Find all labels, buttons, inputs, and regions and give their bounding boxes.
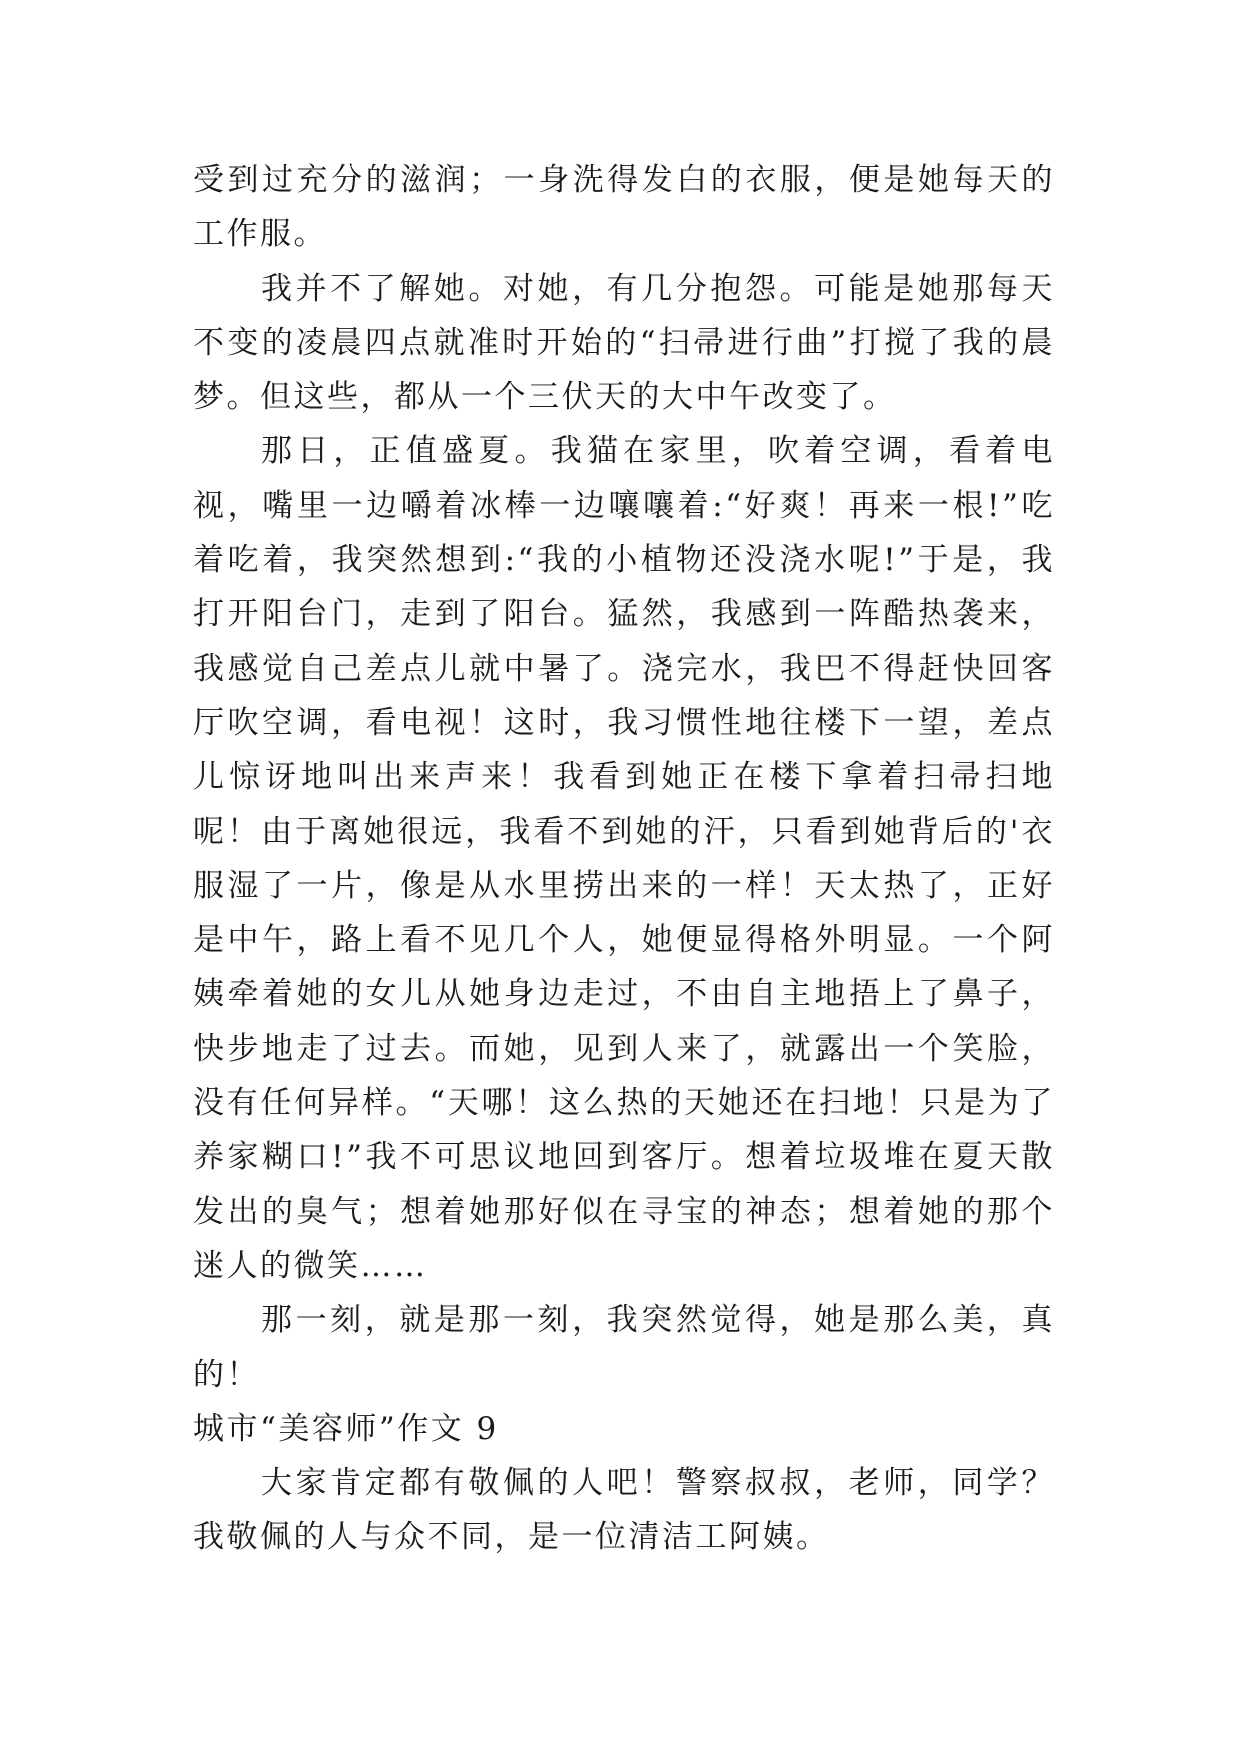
- paragraph-continued: 受到过充分的滋润；一身洗得发白的衣服，便是她每天的工作服。: [193, 162, 1055, 253]
- document-body: [193, 153, 1055, 1565]
- paragraph: 大家肯定都有敬佩的人吧！警察叔叔，老师，同学？我敬佩的人与众不同，是一位清洁工阿姨。: [193, 1465, 1055, 1556]
- section-heading: 城市“美容师”作文 9: [193, 1410, 499, 1447]
- paragraph: 那一刻，就是那一刻，我突然觉得，她是那么美，真的！: [193, 1302, 1055, 1393]
- paragraph: 我并不了解她。对她，有几分抱怨。可能是她那每天不变的凌晨四点就准时开始的“扫帚进行曲”打搅了我的晨梦。但这些，都从一个三伏天的大中午改变了。: [193, 270, 1055, 416]
- paragraph: 那日，正值盛夏。我猫在家里，吹着空调，看着电视，嘴里一边嚼着冰棒一边嚷嚷着:“好爽！再来一根!”吃着吃着，我突然想到:“我的小植物还没浇水呢!”于是，我打开阳台门，走到了阳台。猛然，我感到一阵酷热袭来，我感觉自己差点儿就中暑了。浇完水，我巴不得赶快回客厅吹空调，看电视！这时，我习惯性地往楼下一望，差点儿惊讶地叫出来声来！我看到她正在楼下拿着扫帚扫地呢！由于离她很远，我看不到她的汗，只看到她背后的'衣服湿了一片，像是从水里捞出来的一样！天太热了，正好是中午，路上看不见几个人，她便显得格外明显。一个阿姨牵着她的女儿从她身边走过，不由自主地捂上了鼻子，快步地走了过去。而她，见到人来了，就露出一个笑脸，没有任何异样。“天哪！这么热的天她还在扫地！只是为了养家糊口!”我不可思议地回到客厅。想着垃圾堆在夏天散发出的臭气；想着她那好似在寻宝的神态；想着她的那个迷人的微笑……: [193, 433, 1055, 1284]
